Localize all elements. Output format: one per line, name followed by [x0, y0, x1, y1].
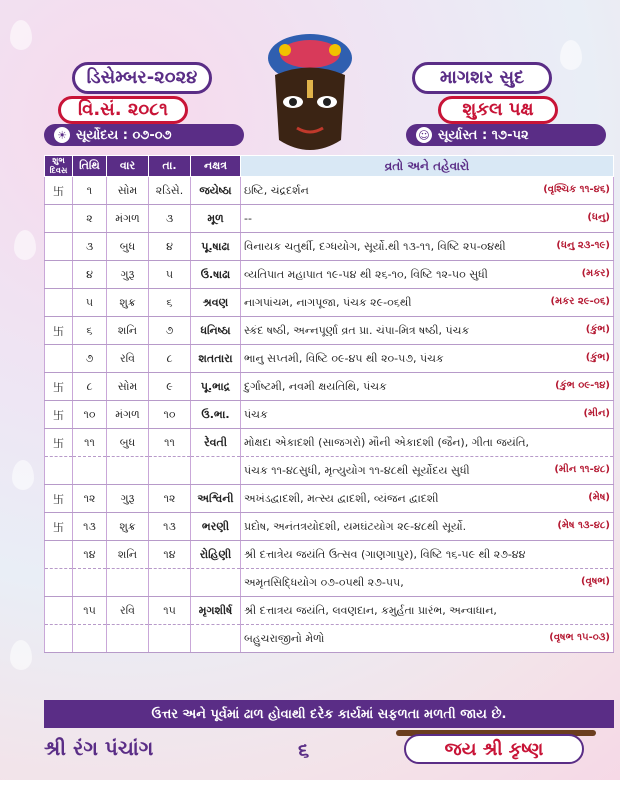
table-row	[45, 513, 614, 541]
festival-text: દુર્ગાષ્ટમી, નવમી ક્ષયતિથિ, પંચક	[244, 379, 387, 393]
var-cell	[107, 569, 149, 597]
nakshatra-cell: પૂ.ભાદ્ર	[191, 373, 241, 401]
paksha: શુકલ પક્ષ	[462, 99, 534, 120]
tithi-cell: ૩	[73, 233, 107, 261]
date-cell: ૧૦	[149, 401, 191, 429]
table-row	[45, 429, 614, 457]
table-row	[45, 625, 614, 653]
shubh-mark-icon	[45, 569, 73, 597]
rashi-text: (વૃશ્ચિક ૧૧-૪૬)	[543, 183, 610, 195]
bg-drop	[14, 230, 36, 260]
col-var: વાર	[107, 156, 149, 177]
festival-cell	[241, 569, 614, 597]
festival-text: અમૃતસિદ્ધિયોગ ૦૭-૦૫થી ૨૭-૫૫,	[244, 575, 404, 589]
nakshatra-cell	[191, 569, 241, 597]
calendar-table	[44, 155, 614, 653]
festival-text: ઇષ્ટિ, ચંદ્રદર્શન	[244, 183, 309, 197]
tithi-cell: ૧૨	[73, 485, 107, 513]
festival-cell	[241, 429, 614, 457]
sunrise-time: સૂર્યોદય : ૦૭-૦૭	[76, 127, 172, 143]
tithi-cell: ૧૪	[73, 541, 107, 569]
festival-cell	[241, 261, 614, 289]
sunset-time: સૂર્યાસ્ત : ૧૭-૫૨	[438, 127, 529, 143]
shubh-mark-icon	[45, 541, 73, 569]
shubh-mark-icon: 卐	[45, 177, 73, 205]
rashi-text: (વૃષભ)	[581, 575, 610, 587]
var-cell: સોમ	[107, 177, 149, 205]
table-row	[45, 485, 614, 513]
festival-cell	[241, 233, 614, 261]
greeting: જય શ્રી કૃષ્ણ	[444, 739, 544, 760]
tithi-cell: ૬	[73, 317, 107, 345]
festival-text: પ્રદોષ, અનંતત્રયોદશી, યમઘંટયોગ ૨૯-૪૮થી સૂર્યો.	[244, 519, 467, 533]
festival-text: પંચક ૧૧-૪૮સુધી, મૃત્યુયોગ ૧૧-૪૮થી સૂર્યોદય સુધી	[244, 463, 470, 477]
festival-text: ભાનુ સપ્તમી, વિષ્ટિ ૦૯-૪૫ થી ૨૦-૫૭, પંચક	[244, 351, 444, 365]
bg-drop	[10, 20, 32, 50]
tithi-cell: ૧૧	[73, 429, 107, 457]
festival-cell	[241, 541, 614, 569]
festival-cell	[241, 485, 614, 513]
col-festivals: વ્રતો અને તહેવારો	[241, 156, 614, 177]
rashi-text: (મેષ ૧૩-૪૮)	[557, 519, 610, 531]
page-number: ૬	[298, 738, 310, 762]
nakshatra-cell: રેવતી	[191, 429, 241, 457]
var-cell	[107, 625, 149, 653]
table-row	[45, 597, 614, 625]
festival-cell	[241, 597, 614, 625]
var-cell	[107, 457, 149, 485]
var-cell: શુક્ર	[107, 513, 149, 541]
col-ta: તા.	[149, 156, 191, 177]
rashi-text: (કુંભ ૦૯-૧૪)	[555, 379, 610, 391]
date-cell: ૮	[149, 345, 191, 373]
nakshatra-cell: પૂ.ષાઢા	[191, 233, 241, 261]
var-cell: શુક્ર	[107, 289, 149, 317]
festival-cell	[241, 205, 614, 233]
tithi-cell: ૪	[73, 261, 107, 289]
rashi-text: (મીન)	[583, 407, 610, 419]
tithi-cell: ૧૩	[73, 513, 107, 541]
nakshatra-cell: ભરણી	[191, 513, 241, 541]
festival-cell	[241, 401, 614, 429]
var-cell: રવિ	[107, 597, 149, 625]
tithi-cell: ૮	[73, 373, 107, 401]
festival-cell	[241, 457, 614, 485]
shubh-mark-icon: 卐	[45, 401, 73, 429]
bg-drop	[10, 640, 32, 670]
col-tithi: તિથિ	[73, 156, 107, 177]
rashi-text: (ધનુ)	[587, 212, 610, 223]
tithi-cell: ૧૫	[73, 597, 107, 625]
date-cell: ૧૩	[149, 513, 191, 541]
festival-text: અખંડદ્વાદશી, મત્સ્ય દ્વાદશી, વ્યંજન દ્વાદશી	[244, 491, 439, 505]
tithi-cell	[73, 457, 107, 485]
nakshatra-cell	[191, 625, 241, 653]
tithi-cell: ૭	[73, 345, 107, 373]
var-cell: રવિ	[107, 345, 149, 373]
sunset-strip	[406, 124, 606, 146]
date-cell: ૧૨	[149, 485, 191, 513]
nakshatra-cell: અશ્વિની	[191, 485, 241, 513]
var-cell: ગુરૂ	[107, 485, 149, 513]
var-cell: મંગળ	[107, 401, 149, 429]
table-row	[45, 345, 614, 373]
footer-note: ઉત્તર અને પૂર્વમાં ઢાળ હોવાથી દરેક કાર્યમાં સફળતા મળતી જાય છે.	[151, 706, 507, 722]
tithi-cell	[73, 625, 107, 653]
shubh-mark-icon	[45, 261, 73, 289]
var-cell: શનિ	[107, 317, 149, 345]
shubh-mark-icon	[45, 345, 73, 373]
nakshatra-cell: જયેષ્ઠા	[191, 177, 241, 205]
rashi-text: (મકર)	[581, 267, 610, 279]
var-cell: મંગળ	[107, 205, 149, 233]
date-cell	[149, 625, 191, 653]
table-row	[45, 289, 614, 317]
date-cell: ૨ડિસે.	[149, 177, 191, 205]
festival-cell	[241, 625, 614, 653]
page-bottom-margin	[0, 780, 620, 807]
col-nakshatra: નક્ષત્ર	[191, 156, 241, 177]
sunrise-strip	[44, 124, 244, 146]
table-row	[45, 373, 614, 401]
date-cell: ૧૪	[149, 541, 191, 569]
festival-cell	[241, 177, 614, 205]
rashi-text: (ધનુ ૨૩-૧૯)	[556, 239, 610, 251]
nakshatra-cell	[191, 457, 241, 485]
festival-cell	[241, 513, 614, 541]
nakshatra-cell: ઉ.ષાઢા	[191, 261, 241, 289]
shubh-mark-icon	[45, 233, 73, 261]
samvat-pill	[58, 96, 188, 124]
festival-text: બહુચરાજીનો મેળો	[244, 631, 325, 645]
date-cell	[149, 457, 191, 485]
greeting-pill	[404, 734, 584, 764]
var-cell: સોમ	[107, 373, 149, 401]
table-row	[45, 569, 614, 597]
var-cell: બુધ	[107, 429, 149, 457]
table-row	[45, 401, 614, 429]
rashi-text: (વૃષભ ૧૫-૦૩)	[549, 631, 610, 643]
paksha-pill	[438, 96, 558, 124]
date-cell: ૧૫	[149, 597, 191, 625]
festival-text: શ્રી દત્તાત્રેય જયંતિ ઉત્સવ (ગાણગાપુર), વિષ્ટિ ૧૬-૫૯ થી ૨૭-૪૪	[244, 547, 526, 561]
tithi-cell: ૧૦	[73, 401, 107, 429]
rashi-text: (મકર ૨૯-૦૬)	[550, 295, 610, 307]
var-cell: ગુરૂ	[107, 261, 149, 289]
festival-cell	[241, 373, 614, 401]
month-gujarati: માગશર સુદ	[439, 67, 525, 88]
table-header-row	[45, 156, 614, 177]
shubh-mark-icon: 卐	[45, 317, 73, 345]
tithi-cell: ૨	[73, 205, 107, 233]
festival-text: વ્યતિપાત મહાપાત ૧૯-૫૪ થી ૨૬-૧૦, વિષ્ટિ ૧૨-૫૦ સુધી	[244, 267, 488, 281]
festival-text: --	[244, 212, 252, 225]
var-cell: શનિ	[107, 541, 149, 569]
festival-text: નાગપાંચમ, નાગપૂજા, પંચક ૨૯-૦૬થી	[244, 295, 412, 309]
nakshatra-cell: ધનિષ્ઠા	[191, 317, 241, 345]
shubh-mark-icon: 卐	[45, 429, 73, 457]
rashi-text: (મેષ)	[588, 491, 610, 503]
smile-sun-icon: ☺	[416, 127, 432, 143]
date-cell: ૧૧	[149, 429, 191, 457]
festival-cell	[241, 289, 614, 317]
tithi-cell	[73, 569, 107, 597]
date-cell: ૭	[149, 317, 191, 345]
festival-text: પંચક	[244, 407, 268, 421]
month-gujarati-pill	[412, 62, 552, 94]
rashi-text: (કુંભ)	[585, 351, 610, 363]
brand-name: શ્રી રંગ પંચાંગ	[44, 736, 154, 760]
date-cell	[149, 569, 191, 597]
date-cell: ૩	[149, 205, 191, 233]
date-cell: ૬	[149, 289, 191, 317]
nakshatra-cell: રોહિણી	[191, 541, 241, 569]
festival-text: સ્કંદ ષષ્ઠી, અન્નપૂર્ણા વ્રત પ્રા. ચંપા-મિત્ર ષષ્ઠી, પંચક	[244, 323, 470, 337]
shubh-mark-icon: 卐	[45, 373, 73, 401]
shubh-mark-icon	[45, 625, 73, 653]
festival-text: શ્રી દત્તાત્રય જયંતિ, લવણદાન, કમુર્હતા પ્રારંભ, અન્વાધાન,	[244, 603, 497, 617]
samvat-year: વિ.સં. ૨૦૮૧	[78, 99, 168, 120]
shubh-mark-icon	[45, 205, 73, 233]
var-cell: બુધ	[107, 233, 149, 261]
festival-text: વિનાયક ચતુર્થી, દગ્ધયોગ, સૂર્યો.થી ૧૩-૧૧, વિષ્ટિ ૨૫-૦૪થી	[244, 239, 506, 253]
shubh-mark-icon	[45, 457, 73, 485]
festival-text: મોક્ષદા એકાદશી (સાજગરો) મૌની એકાદશી (જૈન), ગીતા જયંતિ,	[244, 435, 530, 449]
table-row	[45, 541, 614, 569]
table-row	[45, 457, 614, 485]
date-cell: ૫	[149, 261, 191, 289]
shubh-mark-icon: 卐	[45, 513, 73, 541]
col-shubh: શુભ દિવસ	[45, 156, 73, 177]
shubh-mark-icon	[45, 597, 73, 625]
nakshatra-cell: મૂળ	[191, 205, 241, 233]
festival-cell	[241, 345, 614, 373]
festival-cell	[241, 317, 614, 345]
footer-note-band	[44, 700, 614, 728]
table-row	[45, 205, 614, 233]
month-english: ડિસેમ્બર-૨૦૨૪	[86, 67, 198, 88]
shrinathji-idol-image	[255, 30, 365, 160]
shubh-mark-icon: 卐	[45, 485, 73, 513]
date-cell: ૪	[149, 233, 191, 261]
date-cell: ૯	[149, 373, 191, 401]
table-row	[45, 317, 614, 345]
sun-icon: ☀	[54, 127, 70, 143]
tithi-cell: ૧	[73, 177, 107, 205]
table-row	[45, 233, 614, 261]
month-english-pill	[72, 62, 212, 94]
nakshatra-cell: ઉ.ભા.	[191, 401, 241, 429]
rashi-text: (કુંભ)	[585, 323, 610, 335]
rashi-text: (મીન ૧૧-૪૮)	[554, 463, 610, 475]
nakshatra-cell: મૃગશીર્ષ	[191, 597, 241, 625]
nakshatra-cell: શતતારા	[191, 345, 241, 373]
table-row	[45, 261, 614, 289]
nakshatra-cell: શ્રવણ	[191, 289, 241, 317]
shubh-mark-icon	[45, 289, 73, 317]
bg-drop	[560, 40, 582, 70]
bg-drop	[12, 460, 34, 490]
table-row	[45, 177, 614, 205]
tithi-cell: ૫	[73, 289, 107, 317]
